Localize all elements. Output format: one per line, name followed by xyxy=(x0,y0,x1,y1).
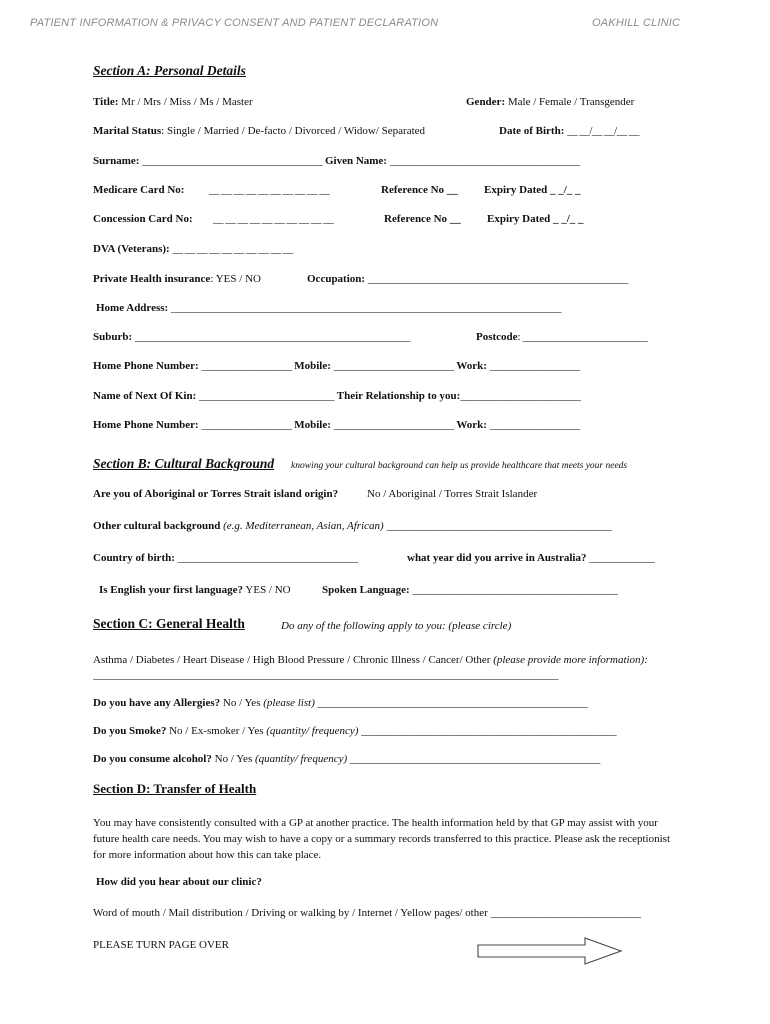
turn-page-text: PLEASE TURN PAGE OVER xyxy=(93,939,229,951)
work-field[interactable]: __________________ xyxy=(489,360,580,372)
private-insurance-row xyxy=(93,272,261,286)
postcode-label: Postcode xyxy=(476,331,518,343)
kin-home-phone-field[interactable]: __________________ xyxy=(201,419,292,431)
allergies-label: Do you have any Allergies? xyxy=(93,697,221,709)
conditions-note: (please provide more information): xyxy=(493,654,648,666)
hear-other-field[interactable]: ______________________________ xyxy=(490,907,641,919)
suburb-label: Suburb: xyxy=(93,331,133,343)
mobile-field[interactable]: ________________________ xyxy=(333,360,454,372)
country-label: Country of birth: xyxy=(93,552,175,564)
home-phone-label: Home Phone Number: xyxy=(93,360,199,372)
occupation-row xyxy=(307,272,628,286)
phone-row xyxy=(93,359,580,373)
spoken-language-field[interactable]: _________________________________________ xyxy=(412,584,618,596)
kin-mobile-label: Mobile: xyxy=(294,419,331,431)
alcohol-label: Do you consume alcohol? xyxy=(93,753,212,765)
given-name-field[interactable]: ______________________________________ xyxy=(389,155,580,167)
dob-label: Date of Birth: xyxy=(499,125,565,137)
hear-about-label: How did you hear about our clinic? xyxy=(96,876,262,888)
kin-phone-row xyxy=(93,418,580,432)
medicare-reference-label: Reference No __ xyxy=(381,184,458,196)
home-address-field[interactable]: ______________________________________________________________________________ xyxy=(170,302,561,314)
medicare-row xyxy=(93,183,184,197)
alcohol-options[interactable]: No / Yes xyxy=(214,753,253,765)
alcohol-row xyxy=(93,752,600,766)
private-insurance-options[interactable]: : YES / NO xyxy=(210,273,261,285)
hear-options[interactable]: Word of mouth / Mail distribution / Driving or walking by / Internet / Yellow pages/ other xyxy=(93,907,488,919)
concession-row xyxy=(93,212,193,226)
allergies-row xyxy=(93,696,588,710)
home-address-label: Home Address: xyxy=(96,302,169,314)
smoke-label: Do you Smoke? xyxy=(93,725,167,737)
postcode-field[interactable]: : _________________________ xyxy=(517,331,648,343)
relationship-label: Their Relationship to you: xyxy=(336,390,461,402)
aboriginal-label: Are you of Aboriginal or Torres Strait island origin? xyxy=(93,488,339,500)
country-field[interactable]: ____________________________________ xyxy=(177,552,358,564)
alcohol-field[interactable]: __________________________________________________ xyxy=(349,753,600,765)
marital-row xyxy=(93,124,425,138)
gender-row xyxy=(466,95,634,109)
marital-label: Marital Status xyxy=(93,125,162,137)
medicare-field[interactable]: __ __ __ __ __ __ __ __ __ __ xyxy=(209,184,330,196)
relationship-field[interactable]: ________________________ xyxy=(460,390,581,402)
title-row xyxy=(93,95,253,109)
concession-field[interactable]: __ __ __ __ __ __ __ __ __ __ xyxy=(213,213,334,225)
hear-about-row xyxy=(96,875,262,889)
title-label: Title: xyxy=(93,96,119,108)
marital-options[interactable]: : Single / Married / De-facto / Divorced / Widow/ Separated xyxy=(161,125,426,137)
mobile-label: Mobile: xyxy=(294,360,331,372)
concession-label: Concession Card No: xyxy=(93,213,193,225)
alcohol-note: (quantity/ frequency) xyxy=(254,753,348,765)
smoke-note: (quantity/ frequency) xyxy=(266,725,359,737)
other-culture-example: (e.g. Mediterranean, Asian, African) xyxy=(223,520,384,532)
section-c-heading: Section C: General Health xyxy=(93,616,245,631)
medicare-reference[interactable] xyxy=(381,183,458,197)
private-insurance-label: Private Health insurance xyxy=(93,273,211,285)
home-address-row xyxy=(96,301,561,315)
given-name-label: Given Name: xyxy=(324,155,387,167)
next-of-kin-row xyxy=(93,389,580,403)
arrival-label: what year did you arrive in Australia? xyxy=(407,552,587,564)
english-label: Is English your first language? xyxy=(99,584,244,596)
occupation-field[interactable]: ____________________________________________________ xyxy=(367,273,628,285)
medicare-expiry[interactable] xyxy=(484,183,581,197)
clinic-name: OAKHILL CLINIC xyxy=(592,17,681,29)
gender-label: Gender: xyxy=(466,96,506,108)
medicare-expiry-label: Expiry Dated _ _/_ _ xyxy=(484,184,581,196)
document-header-title: PATIENT INFORMATION & PRIVACY CONSENT AND PATIENT DECLARATION xyxy=(30,17,439,29)
dob-field[interactable]: __ __/__ __/__ __ xyxy=(567,125,639,137)
english-row xyxy=(99,583,291,597)
next-of-kin-label: Name of Next Of Kin: xyxy=(93,390,197,402)
medicare-label: Medicare Card No: xyxy=(93,184,185,196)
smoke-row xyxy=(93,724,616,738)
conditions-row xyxy=(93,653,648,667)
kin-home-phone-label: Home Phone Number: xyxy=(93,419,199,431)
title-options[interactable]: Mr / Mrs / Miss / Ms / Master xyxy=(121,96,253,108)
section-c-note: Do any of the following apply to you: (please circle) xyxy=(281,620,512,632)
right-arrow-icon xyxy=(477,937,623,965)
conditions-field[interactable]: _____________________________________________________________________________________________ xyxy=(93,669,558,681)
surname-row xyxy=(93,154,580,168)
allergies-note: (please list) xyxy=(263,697,315,709)
arrival-field[interactable]: _____________ xyxy=(589,552,655,564)
english-options[interactable]: YES / NO xyxy=(245,584,291,596)
conditions-options[interactable]: Asthma / Diabetes / Heart Disease / High Blood Pressure / Chronic Illness / Cancer/ Other xyxy=(93,654,491,666)
arrival-row xyxy=(407,551,654,565)
aboriginal-row xyxy=(93,487,338,501)
hear-options-row xyxy=(93,906,641,920)
section-b-note: knowing your cultural background can help us provide healthcare that meets your needs xyxy=(291,461,628,471)
smoke-field[interactable]: ___________________________________________________ xyxy=(361,725,617,737)
country-row xyxy=(93,551,358,565)
gender-options[interactable]: Male / Female / Transgender xyxy=(507,96,635,108)
occupation-label: Occupation: xyxy=(307,273,366,285)
dob-row xyxy=(499,124,639,138)
spoken-language-row xyxy=(322,583,617,597)
next-of-kin-field[interactable]: ___________________________ xyxy=(199,390,335,402)
concession-expiry[interactable] xyxy=(487,212,584,226)
transfer-paragraph: You may have consistently consulted with a GP at another practice. The health information held by that GP may assist with your future health care needs. You may wish to have a copy or a summary records transferred to this practice. Please ask the receptionist for more information about how this can take place. xyxy=(93,817,671,861)
dva-label: DVA (Veterans): xyxy=(93,243,170,255)
concession-expiry-label: Expiry Dated _ _/_ _ xyxy=(487,213,584,225)
suburb-row xyxy=(93,330,410,344)
home-phone-field[interactable]: __________________ xyxy=(201,360,292,372)
kin-mobile-field[interactable]: ________________________ xyxy=(333,419,454,431)
dva-row xyxy=(93,242,293,256)
spoken-language-label: Spoken Language: xyxy=(322,584,410,596)
work-label: Work: xyxy=(456,360,487,372)
kin-work-field[interactable]: __________________ xyxy=(489,419,580,431)
section-b-heading: Section B: Cultural Background xyxy=(93,456,275,471)
kin-work-label: Work: xyxy=(456,419,487,431)
concession-reference-label: Reference No __ xyxy=(384,213,461,225)
aboriginal-options[interactable]: No / Aboriginal / Torres Strait Islander xyxy=(367,488,538,500)
other-culture-row xyxy=(93,519,611,533)
suburb-field[interactable]: _______________________________________________________ xyxy=(134,331,410,343)
allergies-options[interactable]: No / Yes xyxy=(222,697,261,709)
other-culture-label: Other cultural background xyxy=(93,520,221,532)
allergies-field[interactable]: ______________________________________________________ xyxy=(317,697,588,709)
other-culture-field[interactable]: _____________________________________________ xyxy=(386,520,612,532)
surname-label: Surname: xyxy=(93,155,140,167)
section-d-heading: Section D: Transfer of Health xyxy=(93,781,257,796)
smoke-options[interactable]: No / Ex-smoker / Yes xyxy=(169,725,264,737)
section-a-heading: Section A: Personal Details xyxy=(93,63,246,78)
postcode-row xyxy=(476,330,647,344)
concession-reference[interactable] xyxy=(384,212,461,226)
dva-field[interactable]: __ __ __ __ __ __ __ __ __ __ xyxy=(172,243,293,255)
surname-field[interactable]: ____________________________________ xyxy=(142,155,323,167)
